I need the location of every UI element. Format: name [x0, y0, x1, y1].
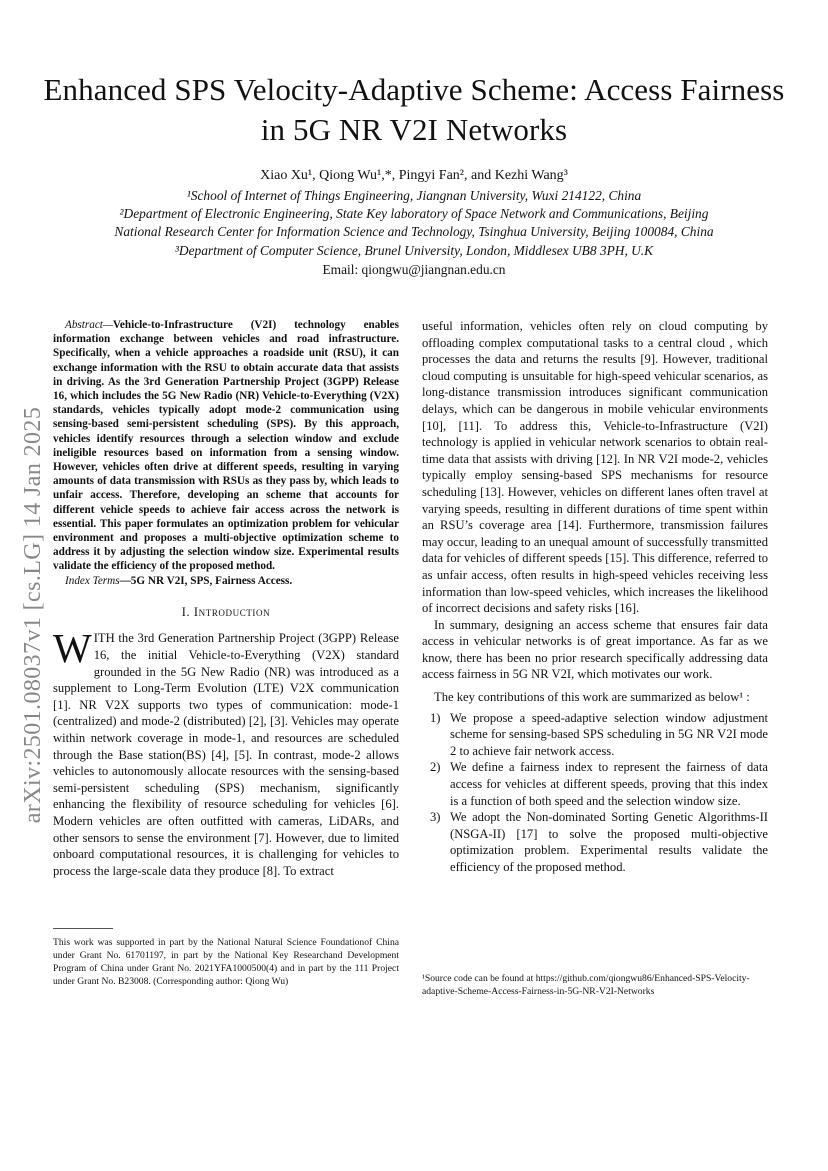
abstract	[53, 318, 399, 588]
right-column	[422, 318, 768, 876]
left-column	[53, 318, 399, 879]
paragraph: The key contributions of this work are summarized as below¹ :	[434, 690, 750, 705]
abstract-label: Abstract—	[65, 319, 113, 331]
drop-cap: W	[53, 625, 92, 672]
affiliation-1: ¹School of Internet of Things Engineering, Jiangnan University, Wuxi 214122, China	[186, 188, 642, 203]
author-list: Xiao Xu¹, Qiong Wu¹,*, Pingyi Fan², and Kezhi Wang³	[260, 168, 568, 183]
footnote-rule	[53, 928, 113, 929]
intro-paragraph	[53, 625, 399, 879]
list-item-text: We define a fairness index to represent the fairness of data access for vehicles at different speeds, proving that this index is a function of both speed and the selection window size.	[450, 760, 768, 808]
affiliation-2: ²Department of Electronic Engineering, State Key laboratory of Space Network and Communications, Beijing	[119, 206, 709, 221]
paragraph: In summary, designing an access scheme that ensures fair data access in vehicular networks is of great importance. As far as we know, there has been no prior research specifically addressing data access fairness in 5G NR V2I, which motivates our work.	[422, 617, 768, 682]
contact-email: Email: qiongwu@jiangnan.edu.cn	[322, 262, 506, 277]
paper-title: Enhanced SPS Velocity-Adaptive Scheme: Access Fairness in 5G NR V2I Networks	[43, 72, 785, 147]
index-terms-label: Index Terms	[65, 574, 120, 587]
section-number: I.	[181, 604, 191, 619]
index-terms-text: —5G NR V2I, SPS, Fairness Access.	[119, 574, 293, 587]
intro-text: ITH the 3rd Generation Partnership Project (3GPP) Release 16, the initial Vehicle-to-Everything (V2X) standard grounded in the 5G New Radio (NR) was introduced as a supplement to Long-Term Evolution (LTE) V2X communication [1]. NR V2X supports two types of communication: mode-1 (centralized) and mode-2 (distributed) [2], [3]. Vehicles may operate within network coverage in mode-1, and resources are scheduled through the Base station(BS) [4], [5]. In contrast, mode-2 allows vehicles to autonomously allocate resources with the sensing-based semi-persistent scheduling (SPS) mechanism, significantly enhancing the flexibility of resource scheduling for vehicles [6]. Modern vehicles are often outfitted with cameras, LiDARs, and other sensors to sense the environment [7]. However, due to limited onboard computational resources, it is challenging for vehicles to process the large-scale data they produce [8]. To extract	[53, 631, 399, 878]
affiliation-3: ³Department of Computer Science, Brunel University, London, Middlesex UB8 3PH, U.K	[174, 243, 654, 258]
list-item-number: 1)	[430, 710, 441, 725]
list-item-text: We adopt the Non-dominated Sorting Genetic Algorithms-II (NSGA-II) [17] to solve the proposed multi-objective optimization problem. Experimental results validate the efficiency of the proposed method.	[450, 810, 768, 874]
section-heading	[53, 604, 399, 621]
list-item	[422, 809, 768, 875]
abstract-text: Vehicle-to-Infrastructure (V2I) technology enables information exchange between vehicles and road infrastructure. Specifically, when a vehicle approaches a roadside unit (RSU), it can exchange information with the RSU to obtain accurate data that assists in driving. As the 3rd Generation Partnership Project (3GPP) Release 16, which includes the 5G New Radio (NR) Vehicle-to-Everything (V2X) standards, vehicles typically adopt mode-2 communication using sensing-based semi-persistent scheduling (SPS). By this approach, vehicles identify resources through a selection window and exclude ineligible resources based on information from a sensing window. However, vehicles often drive at different speeds, resulting in varying amounts of data transmission with RSUs as they pass by, which leads to unfair access. Therefore, developing an scheme that accounts for different vehicle speeds to achieve fair access across the network is essential. This paper formulates an optimization problem for vehicular environment and proposes a multi-objective optimization scheme to address it by adjusting the selection window size. Experimental results validate the efficiency of the proposed method.	[53, 319, 399, 573]
affiliation-2-cont: National Research Center for Information Science and Technology, Tsinghua University, Beijing 100084, China	[114, 224, 714, 239]
list-item-number: 2)	[430, 760, 441, 775]
list-item	[422, 759, 768, 809]
section-title: Introduction	[193, 604, 271, 619]
arxiv-stamp: arXiv:2501.08037v1 [cs.LG] 14 Jan 2025	[20, 406, 46, 824]
funding-footnote: This work was supported in part by the National Natural Science Foundationof China under Grant No. 61701197, in part by the National Key Researchand Development Program of China under Grant No. 2021YFA1000500(4) and in part by the 111 Project under Grant No. B23008. (Corresponding author: Qiong Wu)	[53, 937, 399, 987]
contributions-list	[422, 710, 768, 876]
list-item-number: 3)	[430, 810, 441, 825]
code-footnote[interactable]: ¹Source code can be found at https://github.com/qiongwu86/Enhanced-SPS-Velocity-adaptive-Scheme-Access-Fairness-in-5G-NR-V2I-Networks	[422, 973, 750, 997]
list-item	[422, 710, 768, 760]
list-item-text: We propose a speed-adaptive selection window adjustment scheme for sensing-based SPS scheduling in 5G NR V2I mode 2 to achieve fair network access.	[450, 710, 768, 758]
paragraph: useful information, vehicles often rely on cloud computing by offloading complex computational tasks to a central cloud , which processes the data and returns the results [9]. However, traditional cloud computing is unsuitable for high-speed vehicular scenarios, as long-distance transmission introduces significant communication delays, which can be dangerous in mobile vehicular environments [10], [11]. To address this, Vehicle-to-Infrastructure (V2I) technology is applied in vehicular network scenarios to obtain real-time data that assists with driving [12]. In NR V2I mode-2, vehicles typically employ sensing-based SPS mechanisms for resource scheduling [13]. However, vehicles on different lanes often travel at varying speeds, resulting in different durations of time spent within an RSU’s coverage area [14]. Furthermore, transmission failures may occur, leading to an unequal amount of successfully transmitted data for vehicles of different speeds [15]. This difference, referred to as unfair access, often results in high-speed vehicles receiving less information than low-speed vehicles, which increases the likelihood of incorrect decisions and safety risks [16].	[422, 319, 768, 616]
